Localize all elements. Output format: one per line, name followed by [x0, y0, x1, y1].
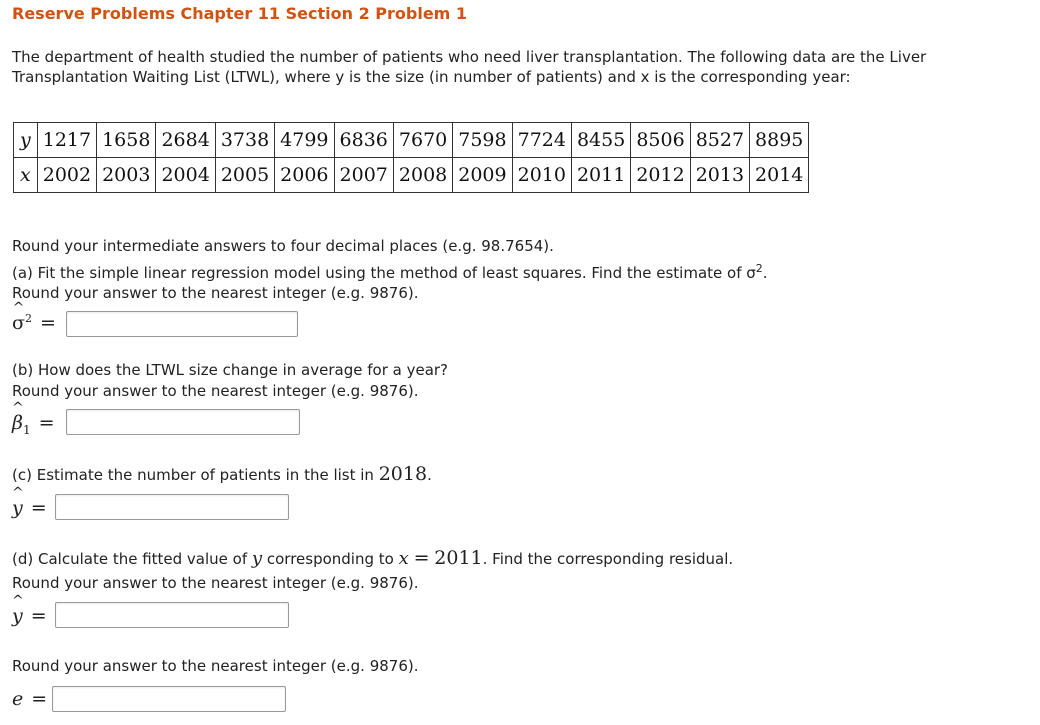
table-cell: 2013 — [690, 158, 749, 193]
sigma-sup: 2 — [24, 312, 32, 325]
equals-sign: = — [38, 412, 55, 434]
part-a-question — [12, 262, 768, 282]
table-cell: 7724 — [512, 123, 571, 158]
table-cell: 2011 — [571, 158, 630, 193]
table-cell: 7670 — [393, 123, 452, 158]
part-c-end: . — [427, 466, 432, 484]
part-c-question — [12, 463, 432, 485]
data-table — [13, 122, 809, 193]
y-hat-2018-answer-input[interactable] — [55, 494, 289, 520]
equals-sign: = — [30, 605, 47, 627]
part-c-year: 2018 — [378, 463, 428, 485]
y-hat-symbol: ^ y — [12, 593, 24, 627]
table-cell: 2005 — [215, 158, 274, 193]
table-cell: 2010 — [512, 158, 571, 193]
intermediate-round-note: Round your intermediate answers to four decimal places (e.g. 98.7654). — [12, 237, 554, 255]
table-cell: 1217 — [37, 123, 96, 158]
table-cell: 3738 — [215, 123, 274, 158]
part-d-text-3: . Find the corresponding residual. — [482, 550, 734, 568]
part-d-var-x: x — [398, 548, 409, 569]
table-cell: 8455 — [571, 123, 630, 158]
intro-line-2: Transplantation Waiting List (LTWL), where y is the size (in number of patients) and x is the corresponding year: — [12, 68, 851, 86]
equals-sign: = — [31, 688, 48, 710]
fitted-value-answer-input[interactable] — [55, 602, 289, 628]
row-label-x: x — [14, 158, 38, 193]
part-b-round-note: Round your answer to the nearest integer (e.g. 9876). — [12, 382, 419, 400]
table-cell: 8527 — [690, 123, 749, 158]
part-d-var-y: y — [251, 548, 263, 569]
sigma-squared-answer-input[interactable] — [66, 311, 298, 337]
table-cell: 7598 — [453, 123, 512, 158]
part-d-round-note: Round your answer to the nearest integer (e.g. 9876). — [12, 574, 419, 592]
part-d-question — [12, 547, 733, 569]
hat-icon: ^ — [12, 593, 24, 609]
residual-answer-input[interactable] — [52, 686, 286, 712]
problem-intro — [12, 47, 1032, 87]
intro-line-1: The department of health studied the number of patients who need liver transplantation. The following data are the Liver — [12, 48, 927, 66]
residual-label — [12, 688, 47, 710]
table-row-y — [14, 123, 809, 158]
hat-icon: ^ — [12, 485, 24, 501]
beta1-hat-label — [12, 400, 55, 437]
table-cell: 2003 — [97, 158, 156, 193]
y-hat-label-c — [12, 485, 47, 519]
hat-icon: ^ — [12, 300, 25, 317]
problem-title: Reserve Problems Chapter 11 Section 2 Problem 1 — [12, 4, 468, 23]
table-cell: 2014 — [750, 158, 809, 193]
part-c-text: (c) Estimate the number of patients in the list in — [12, 466, 374, 484]
table-cell: 2002 — [37, 158, 96, 193]
equals-sign: = — [39, 312, 56, 335]
part-a-text: (a) Fit the simple linear regression model using the method of least squares. Find the estimate of σ — [12, 264, 756, 282]
y-hat-symbol: ^ y — [12, 485, 24, 519]
part-a-sup: 2 — [755, 262, 763, 275]
part-d-text-1: (d) Calculate the fitted value of — [12, 550, 248, 568]
beta1-answer-input[interactable] — [66, 409, 300, 435]
table-cell: 2006 — [275, 158, 334, 193]
part-b-question: (b) How does the LTWL size change in average for a year? — [12, 361, 449, 379]
hat-icon: ^ — [12, 400, 24, 416]
table-cell: 2009 — [453, 158, 512, 193]
table-cell: 8895 — [750, 123, 809, 158]
table-cell: 2008 — [393, 158, 452, 193]
table-cell: 2684 — [156, 123, 215, 158]
table-cell: 4799 — [275, 123, 334, 158]
residual-symbol: e — [12, 688, 24, 710]
part-a-round-note: Round your answer to the nearest integer (e.g. 9876). — [12, 284, 419, 302]
table-cell: 2007 — [334, 158, 393, 193]
part-d-text-2: corresponding to — [266, 550, 394, 568]
sigma-hat-symbol: ^ σ — [12, 300, 25, 335]
beta-sub: 1 — [22, 422, 31, 437]
row-label-y: y — [14, 123, 38, 158]
y-hat-label-d — [12, 593, 47, 627]
residual-round-note: Round your answer to the nearest integer (e.g. 9876). — [12, 657, 419, 675]
part-d-eq: = — [413, 547, 430, 569]
beta-hat-symbol: ^ β — [12, 400, 24, 434]
part-d-year: 2011 — [434, 547, 483, 569]
table-row-x — [14, 158, 809, 193]
table-cell: 8506 — [631, 123, 690, 158]
table-cell: 2012 — [631, 158, 690, 193]
sigma-hat-label — [12, 300, 56, 335]
table-cell: 1658 — [97, 123, 156, 158]
table-cell: 2004 — [156, 158, 215, 193]
table-cell: 6836 — [334, 123, 393, 158]
equals-sign: = — [30, 497, 47, 519]
part-a-end: . — [762, 264, 768, 282]
